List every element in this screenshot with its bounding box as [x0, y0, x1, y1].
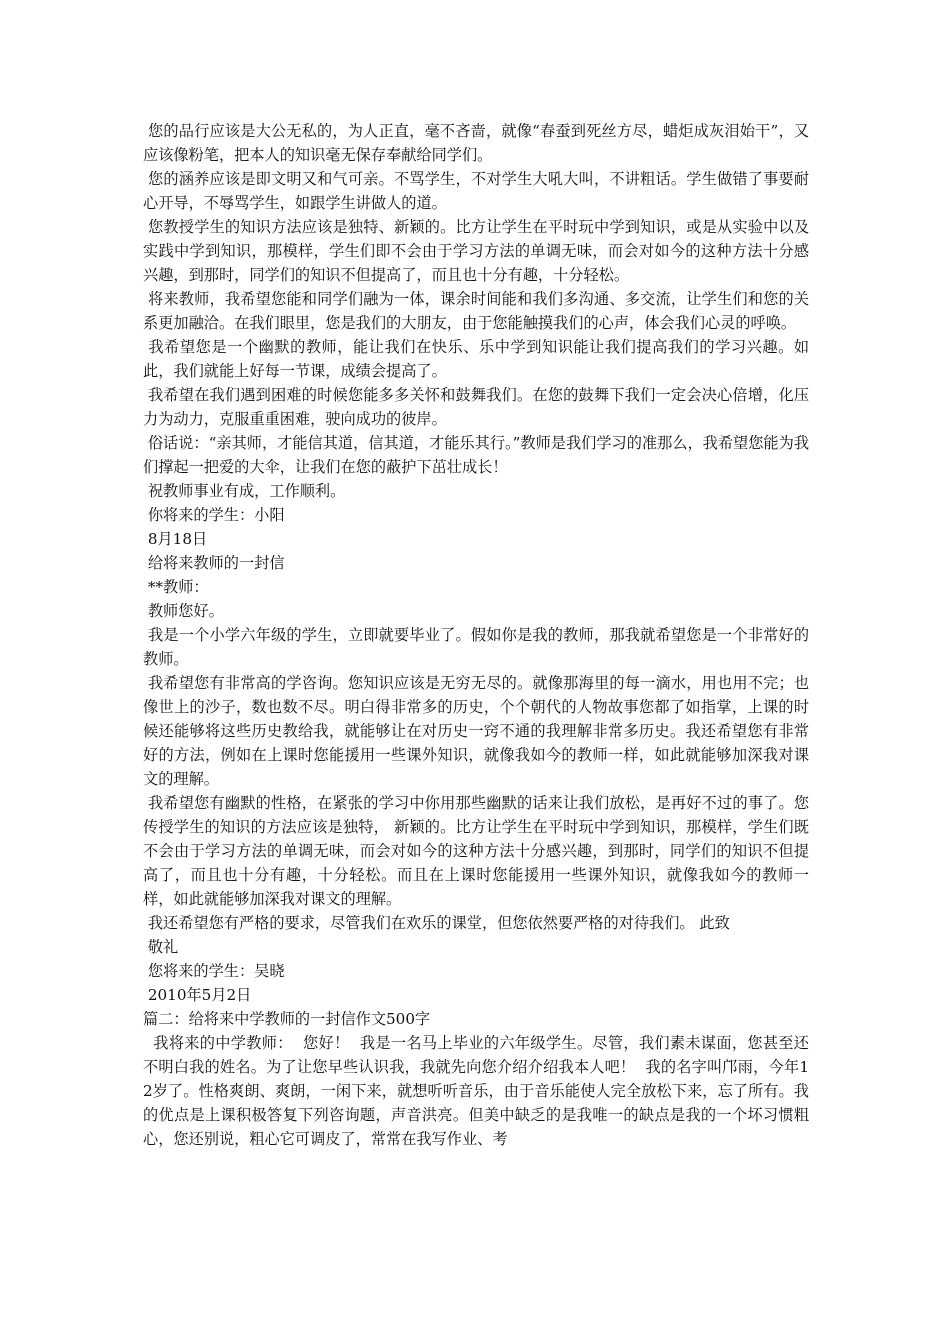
paragraph-proverb: 俗话说：“亲其师，才能信其道，信其道，才能乐其行。”教师是我们学习的准那么，我希望您能为我们撑起一把爱的大伞，让我们在您的蔽护下茁壮成长！: [143, 434, 810, 476]
paragraph-character: 您的品行应该是大公无私的，为人正直，毫不吝啬，就像“春蚕到死丝方尽，蜡炬成灰泪始干”，又应该像粉笔，把本人的知识毫无保存奉献给同学们。: [143, 122, 810, 164]
signature-wuxiao: 您将来的学生：吴晓: [143, 962, 285, 980]
date-line-2010: 2010年5月2日: [143, 986, 252, 1004]
paragraph-humorous-personality: 我希望您有幽默的性格，在紧张的学习中你用那些幽默的话来让我们放松，是再好不过的事了。您传授学生的知识的方法应该是独特， 新颖的。比方让学生在平时玩中学到知识，那模样，学生们既不会由于学习方法的单调无味，而会对如今的这种方法十分感兴趣，到那时，同学们的知识不但提高了，而且也十分有趣，十分轻松。而且在上课时您能援用一些课外知识，就像我如今的教师一样，如此就能够加深我对课文的理解。: [143, 794, 810, 908]
paragraph-knowledge: 我希望您有非常高的学咨询。您知识应该是无穷无尽的。就像那海里的每一滴水，用也用不完；也像世上的沙子，数也数不尽。明白得非常多的历史，个个朝代的人物故事您都了如指掌，上课的时候还能够将这些历史教给我，就能够让在对历史一窍不通的我理解非常多历史。我还希望您有非常好的方法，例如在上课时您能援用一些课外知识，就像我如今的教师一样，如此就能够加深我对课文的理解。: [143, 674, 810, 788]
regards: 敬礼: [143, 938, 179, 956]
paragraph-teaching-method: 您教授学生的知识方法应该是独特、新颖的。比方让学生在平时玩中学到知识，或是从实验中以及实践中学到知识，那模样，学生们即不会由于学习方法的单调无味，而会对如今的这种方法十分感兴趣，到那时，同学们的知识不但提高了，而且也十分有趣，十分轻松。: [143, 218, 810, 284]
signature-xiaoyang: 你将来的学生：小阳: [143, 506, 285, 524]
paragraph-strict-requirements: 我还希望您有严格的要求，尽管我们在欢乐的课堂，但您依然要严格的对待我们。 此致: [143, 914, 730, 932]
paragraph-communication: 将来教师，我希望您能和同学们融为一体，课余时间能和我们多沟通、多交流，让学生们和您的关系更加融洽。在我们眼里，您是我们的大朋友，由于您能触摸我们的心声，体会我们心灵的呼唤。: [143, 290, 810, 332]
section-heading: 篇二：给将来中学教师的一封信作文500字: [143, 1010, 431, 1028]
paragraph-self-introduction: 我将来的中学教师： 您好！ 我是一名马上毕业的六年级学生。尽管，我们素未谋面，您甚至还不明白我的姓名。为了让您早些认识我，我就先向您介绍介绍我本人吧！ 我的名字叫邝雨，今年12岁了。性格爽朗、爽朗，一闲下来，就想听听音乐，由于音乐能使人完全放松下来，忘了所有。我的优点是上课积极答复下列咨询题，声音洪亮。但美中缺乏的是我唯一的缺点是我的一个坏习惯粗心，您还别说，粗心它可调皮了，常常在我写作业、考: [143, 1034, 809, 1148]
paragraph-introduction: 我是一个小学六年级的学生，立即就要毕业了。假如你是我的教师，那我就希望您是一个非常好的教师。: [143, 626, 810, 668]
date-line: 8月18日: [143, 530, 208, 548]
greeting: 教师您好。: [143, 602, 224, 620]
closing-wish: 祝教师事业有成，工作顺利。: [143, 482, 346, 500]
salutation: **教师：: [143, 578, 209, 596]
document-body: [143, 119, 809, 1151]
paragraph-encouragement: 我希望在我们遇到困难的时候您能多多关怀和鼓舞我们。在您的鼓舞下我们一定会决心倍增，化压力为动力，克服重重困难，驶向成功的彼岸。: [143, 386, 810, 428]
letter-title: 给将来教师的一封信: [143, 554, 285, 572]
paragraph-humor: 我希望您是一个幽默的教师，能让我们在快乐、乐中学到知识能让我们提高我们的学习兴趣。如此，我们就能上好每一节课，成绩会提高了。: [143, 338, 810, 380]
paragraph-manners: 您的涵养应该是即文明又和气可亲。不骂学生，不对学生大吼大叫，不讲粗话。学生做错了事要耐心开导，不辱骂学生，如跟学生讲做人的道。: [143, 170, 810, 212]
